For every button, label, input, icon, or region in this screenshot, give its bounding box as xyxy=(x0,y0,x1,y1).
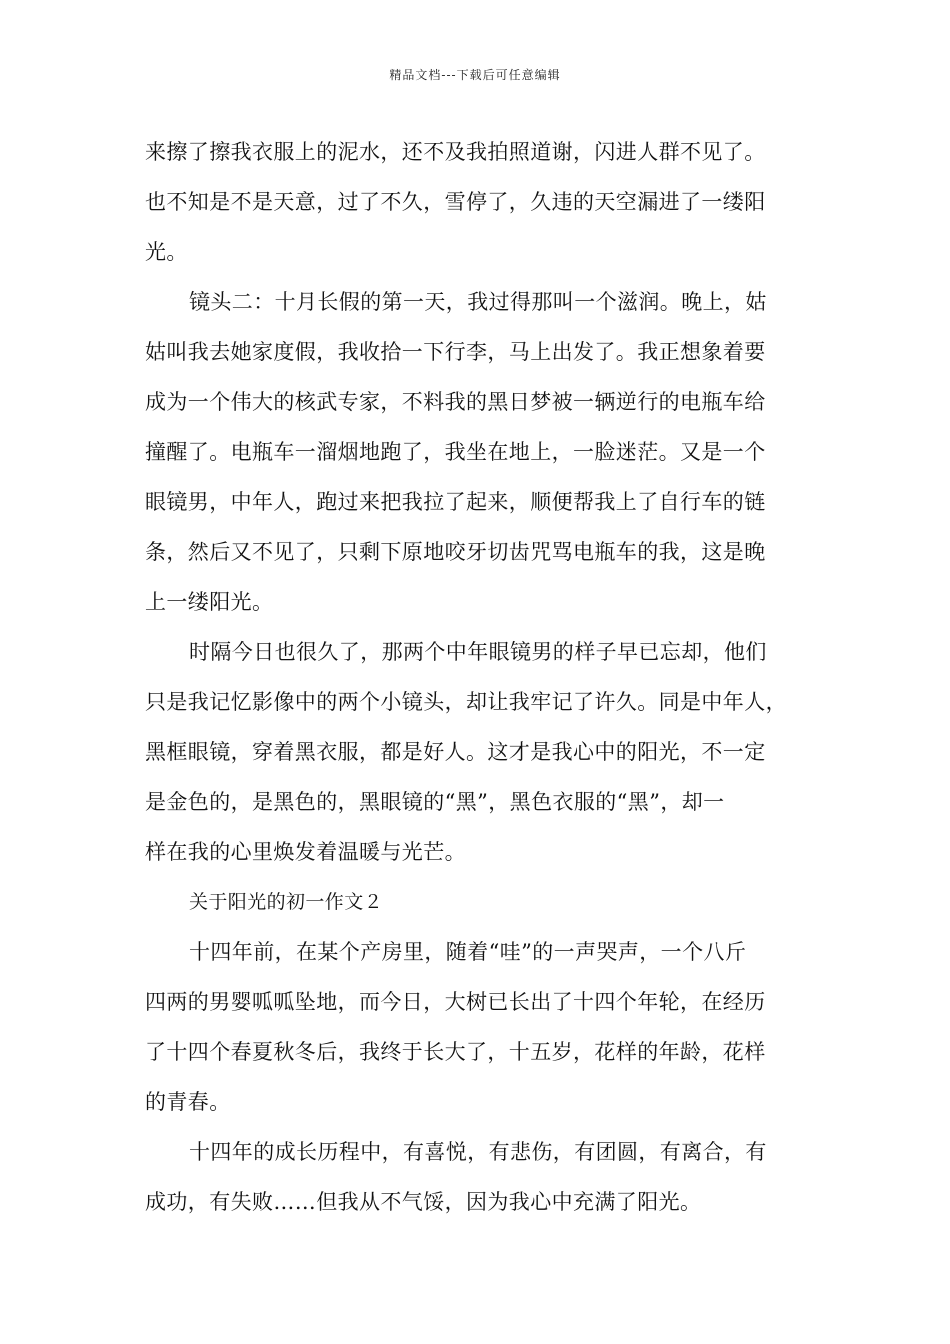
text-line: 来擦了擦我衣服上的泥水，还不及我拍照道谢，闪进人群不见了。 xyxy=(145,140,766,164)
text-line: 了十四个春夏秋冬后，我终于长大了，十五岁，花样的年龄，花样 xyxy=(145,1040,766,1064)
text-line: 只是我记忆影像中的两个小镜头，却让我牢记了许久。同是中年人， xyxy=(145,690,787,714)
text-line: 也不知是不是天意，过了不久，雪停了，久违的天空漏进了一缕阳 xyxy=(145,190,766,214)
text-line: 眼镜男，中年人，跑过来把我拉了起来，顺便帮我上了自行车的链 xyxy=(145,490,766,514)
section-title: 关于阳光的初一作文２ xyxy=(189,891,384,913)
text-line: 样在我的心里焕发着温暖与光芒。 xyxy=(145,840,466,864)
paragraph-start: 时隔今日也很久了，那两个中年眼镜男的样子早已忘却，他们 xyxy=(189,640,767,664)
document-body xyxy=(145,127,825,1227)
text-line: 四两的男婴呱呱坠地，而今日，大树已长出了十四个年轮，在经历 xyxy=(145,990,766,1014)
text-line: 条，然后又不见了，只剩下原地咬牙切齿咒骂电瓶车的我，这是晚 xyxy=(145,540,766,564)
text-line: 黑框眼镜，穿着黑衣服，都是好人。这才是我心中的阳光，不一定 xyxy=(145,740,766,764)
text-line: 成功，有失败……但我从不气馁，因为我心中充满了阳光。 xyxy=(145,1190,702,1214)
text-line: 是金色的，是黑色的，黑眼镜的“黑”，黑色衣服的“黑”，却一 xyxy=(145,790,725,814)
paragraph-start: 镜头二：十月长假的第一天，我过得那叫一个滋润。晚上，姑 xyxy=(189,290,767,314)
text-line: 撞醒了。电瓶车一溜烟地跑了，我坐在地上，一脸迷茫。又是一个 xyxy=(145,440,766,464)
text-line: 的青春。 xyxy=(145,1090,231,1114)
text-line: 光。 xyxy=(145,240,188,264)
text-line: 上一缕阳光。 xyxy=(145,590,274,614)
page-header: 精品文档---下载后可任意编辑 xyxy=(389,68,561,82)
paragraph-start: 十四年前，在某个产房里，随着“哇”的一声哭声，一个八斤 xyxy=(189,940,747,964)
text-line: 成为一个伟大的核武专家，不料我的黑日梦被一辆逆行的电瓶车给 xyxy=(145,390,766,414)
paragraph-start: 十四年的成长历程中，有喜悦，有悲伤，有团圆，有离合，有 xyxy=(189,1140,767,1164)
text-line: 姑叫我去她家度假，我收拾一下行李，马上出发了。我正想象着要 xyxy=(145,340,766,364)
